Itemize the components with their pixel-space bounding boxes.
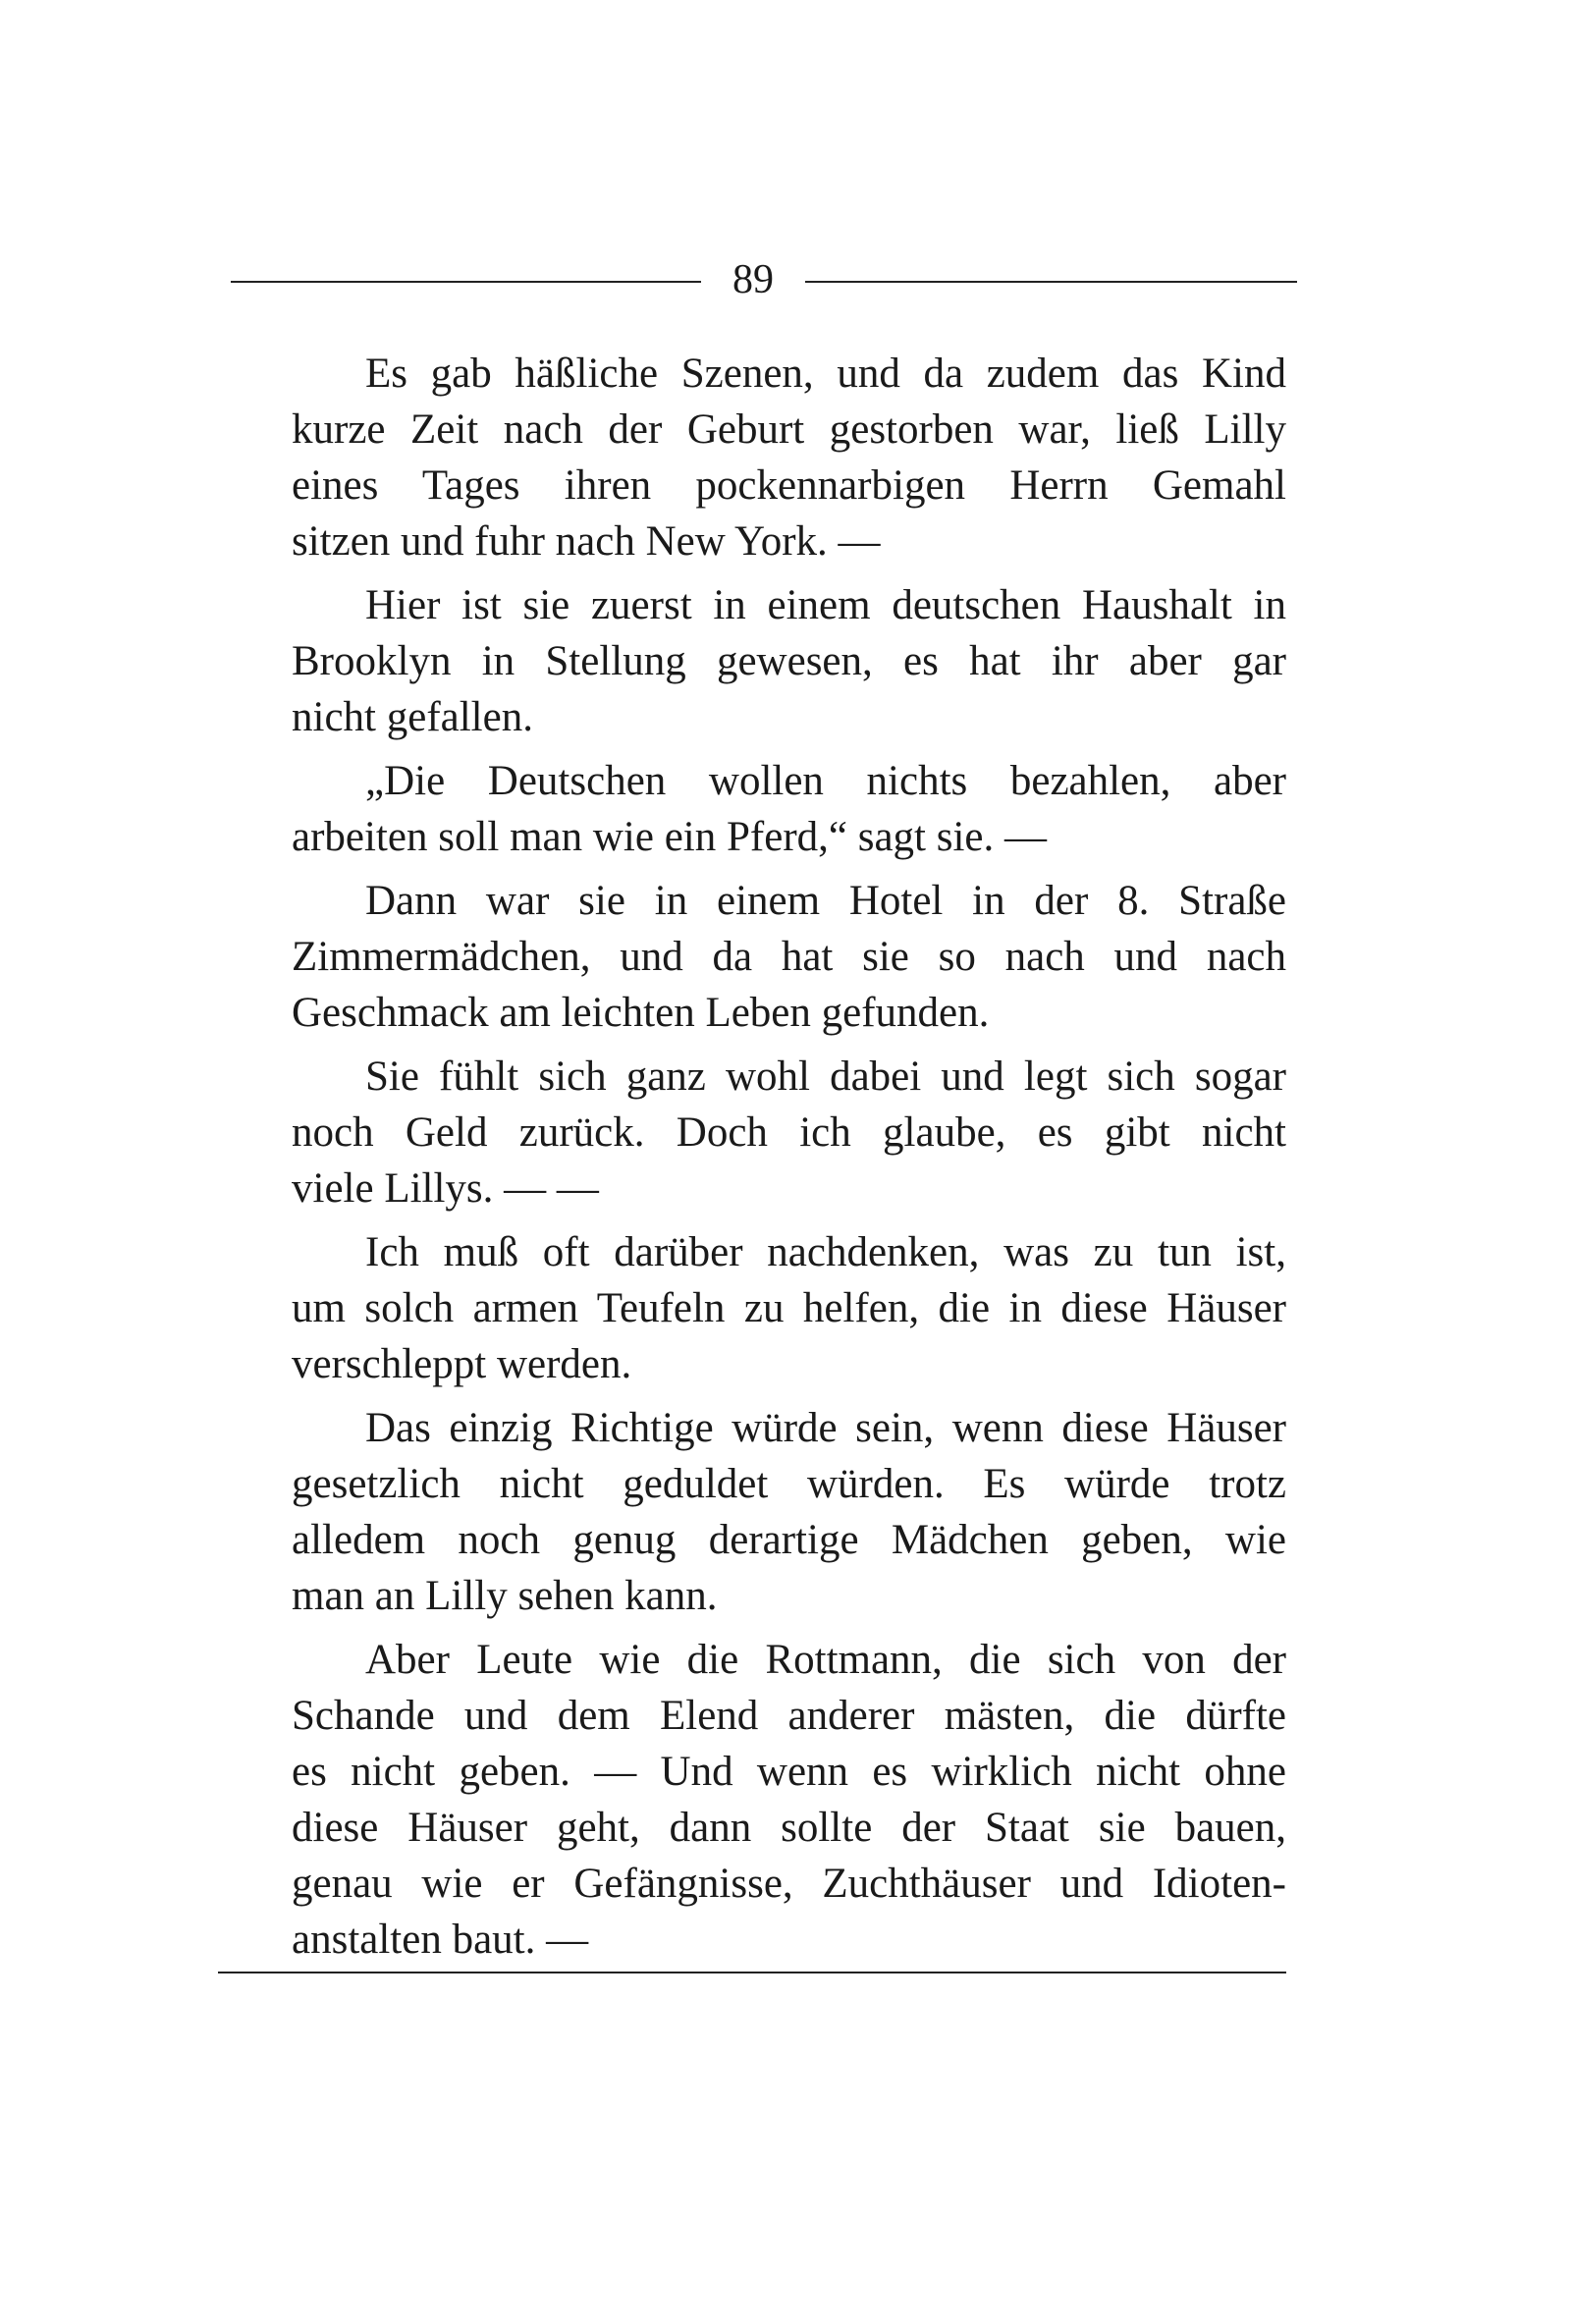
text-line: arbeiten soll man wie ein Pferd,“ sagt sie. — [292, 814, 1048, 860]
text-line: alledem noch genug derartige Mädchen geben, wie [292, 1517, 1286, 1563]
paragraph [218, 753, 1286, 865]
paragraph [218, 1400, 1286, 1624]
text-line: Es gab häßliche Szenen, und da zudem das Kind [365, 351, 1286, 397]
text-line: Ich muß oft darüber nachdenken, was zu tun ist, [365, 1229, 1286, 1275]
text-line: verschleppt werden. [292, 1341, 632, 1387]
text-line: Aber Leute wie die Rottmann, die sich von der [365, 1637, 1286, 1683]
text-line: es nicht geben. — Und wenn es wirklich nicht ohne [292, 1749, 1286, 1795]
text-line: noch Geld zurück. Doch ich glaube, es gibt nicht [292, 1109, 1286, 1156]
text-line: Zimmermädchen, und da hat sie so nach und nach [292, 934, 1286, 980]
text-line: viele Lillys. — — [292, 1165, 599, 1212]
text-line: Geschmack am leichten Leben gefunden. [292, 990, 990, 1036]
page-header [231, 250, 1297, 309]
text-line: Sie fühlt sich ganz wohl dabei und legt sich sogar [365, 1054, 1286, 1100]
text-line: gesetzlich nicht geduldet würden. Es würde trotz [292, 1461, 1286, 1507]
paragraph [218, 1049, 1286, 1216]
text-line: Dann war sie in einem Hotel in der 8. Straße [365, 878, 1286, 924]
paragraph [218, 873, 1286, 1041]
text-line: Das einzig Richtige würde sein, wenn diese Häuser [365, 1405, 1286, 1451]
text-line: genau wie er Gefängnisse, Zuchthäuser und Idioten- [292, 1861, 1286, 1907]
footer-rule [218, 1972, 1286, 1973]
text-line: diese Häuser geht, dann sollte der Staat sie bauen, [292, 1805, 1286, 1851]
text-line: Schande und dem Elend anderer mästen, die dürfte [292, 1693, 1286, 1739]
paragraph [218, 1632, 1286, 1968]
text-line: anstalten baut. — [292, 1917, 589, 1963]
header-rule-left [231, 281, 701, 283]
text-line: man an Lilly sehen kann. [292, 1573, 718, 1619]
paragraph [218, 577, 1286, 745]
paragraph [218, 346, 1286, 569]
header-rule-right [805, 281, 1297, 283]
body-text [218, 346, 1286, 1975]
page-number: 89 [732, 257, 774, 302]
text-line: kurze Zeit nach der Geburt gestorben war, ließ Lilly [292, 406, 1286, 453]
text-line: sitzen und fuhr nach New York. — [292, 518, 881, 565]
text-line: Hier ist sie zuerst in einem deutschen Haushalt in [365, 582, 1286, 628]
text-line: Brooklyn in Stellung gewesen, es hat ihr aber gar [292, 638, 1286, 684]
text-line: nicht gefallen. [292, 694, 533, 740]
text-line: eines Tages ihren pockennarbigen Herrn Gemahl [292, 462, 1286, 509]
paragraph [218, 1224, 1286, 1392]
text-line: „Die Deutschen wollen nichts bezahlen, aber [365, 758, 1286, 804]
text-line: um solch armen Teufeln zu helfen, die in diese Häuser [292, 1285, 1286, 1331]
